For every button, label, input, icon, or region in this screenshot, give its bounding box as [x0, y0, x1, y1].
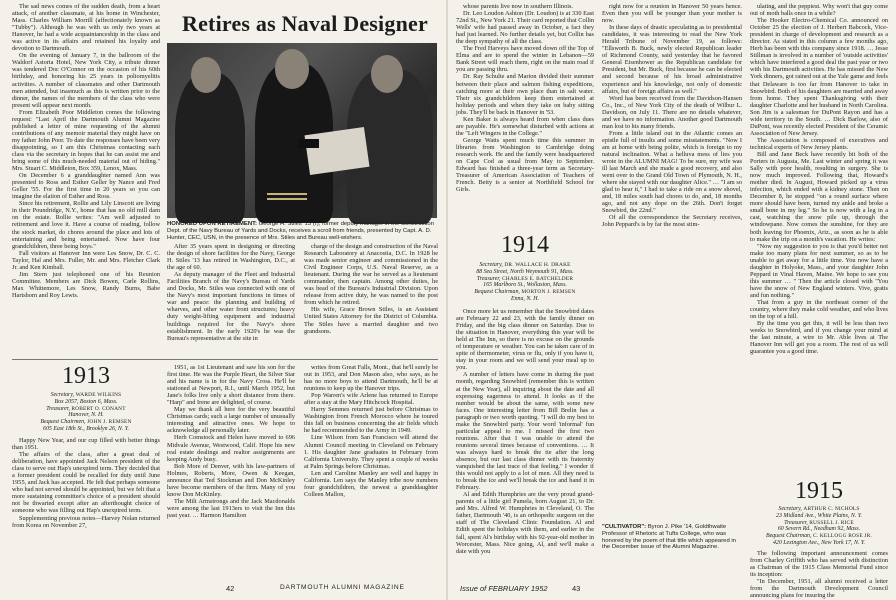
paragraph: From a little island out in the Atlantic comes an epistle full of insults and some misstatements. "Now I am at home with being polite, which is foreign to my natural inclination. What a helluva mess of lies you wrote in the ALUMNI MAG! To be sure, my wife was ill last March and she made a good recovery, and also went over to the Grand Old Town of Plymouth, N. H., where she stayed with our daughter Alice." … "I am so glad to hear it," I had to take a ride on a snow shovel, and, 18 miles south had chores to do, and, 18 months ago, and not any dope on the 26th. Don't forget Snowbird, the 22nd.": [602, 129, 742, 215]
paragraph: The sad news comes of the sudden death, from a heart attack, of another classmate, at his home in Winchester, Mass. Charles William Morrill (affectionately known as "Tubby"). Although he was with us only two years at Hanover, he had a wide acquaintanceship in the class and was active in its affairs and retained his loyalty and devotion to Dartmouth.: [12, 3, 160, 53]
divider: [12, 359, 438, 360]
magazine-name: DARTMOUTH ALUMNI MAGAZINE: [280, 584, 405, 591]
paragraph: The Hooker Electro-Chemical Co. announced on October 25 the election of J. Herbert Babcock, Vice-president in charge of development and research as a director. As stated in this column a few months ago, Herb has been with this company since 1918. … Jesse Stillman is involved in a number of 'outside activities' which have interfered a good deal the past year or two with his Dartmouth activities. He has missed the New York dinners, got rained out at the Yale game and feels that Delaware is too far from Hanover to take in Snowbird. Both of his daughters are married and away from home. They spent Thanksgiving with their daughter Charlotte and her husband in North Carolina. Son Jim is a salesman for DuPont Rayon and has a wide territory in the South. … Dick Barlow, also of DuPont, was recently elected President of the Ceramic Association of New Jersey.: [750, 17, 888, 137]
paragraph: On the evening of January 7, in the ballroom of the Waldorf Astoria Hotel, New York City, a tribute dinner was tendered Doc O'Connor on the occasion of his 60th birthday, and honoring his 25 years in poliomyelitis activities. A number of classmates and other Dartmouth men attended, but inasmuch as this is written prior to the dinner, the names of the members of the class who were present will appear next month.: [12, 52, 160, 109]
paragraph: After 35 years spent in designing or directing the design of shore facilities for the Navy, George H. Stiles '13 has retired in Washington, D.C., at the age of 60.: [167, 243, 295, 272]
article-title: Retires as Naval Designer: [182, 11, 428, 36]
paragraph: "Now my suggestion to you is that you'd better not make too many plans for next summer, so as to be unable to get away for a little time. You now have a daughter in Holyoke, Mass., and your daughter John Peppard in Vinal Haven, Maine. We hope to see you this summer … " Then the article closed with "You have the snow of New England winters. Vive, gratis and fun nothing.": [750, 242, 888, 299]
caption-text: Byron J. Pike '14, Goldthwaite Professor of Rhetoric at Tufts College, who was honored by the poem of that title which appeared in the December issue of the Alumni Magazine.: [602, 524, 736, 551]
photo-caption: [167, 221, 437, 241]
paragraph: Ken Baker is always heard from when class dues are payable. He's somewhat disturbed with actions at the "Left Wingers in the College.": [456, 115, 594, 137]
left-column-3: [304, 243, 438, 355]
paragraph: Harry Semmes returned just before Christmas to Washington from French Morocco where he toured this fall on business concerning the air fields which he had recommended to the Army in 1949.: [304, 406, 438, 435]
paragraph: ulating, and the peppiest. Why won't that guy come out of moth balls once in a while?: [750, 3, 888, 18]
paragraph: Pop Warren's wife Arlene has returned to Europe after a stay at the Mary Hitchcock Hospital.: [304, 392, 438, 407]
caption-lead: "CULTIVATOR":: [602, 524, 647, 530]
paragraph: On December 6 a granddaughter named Ann was presented to Ross and Esther Geller by Nance and Fred Geller '55. For the first time in 20 years so you can imagine the elation of Esther and Ross.: [12, 172, 160, 201]
paragraph: The Association is composed of executives and technical experts of New Jersey plants.: [750, 136, 888, 151]
right-page: [452, 0, 892, 600]
paragraph: Jim Stern just telephoned one of his Reunion Committee. Members are Dick Bowen, Carle Rollins, Max Whittemore, Les Snow, Randy Burns, Babe Hartshorn and Roy Lewis.: [12, 270, 160, 299]
paragraph: Dr. Leo Loudon Ashton (Dr. Loudon) is at 330 East 72nd St., New York 21. Their card reported that Collin Wells' wife had passed away in October, a fact they had just learned. No further details yet, but Collin has the deep sympathy of all the class.: [456, 10, 594, 46]
paragraph: "In December, 1951, all alumni received a letter from the Dartmouth Development Council announcing plans for insuring the: [750, 578, 888, 600]
paragraph: 1951, as 1st Lieutenant and saw his son for the first time. He was the Purple Heart, the Silver Star and his name is in for the Navy Cross. He'll be stationed at Newport, R.I., until March 1952, but Jane's folks live only a short distance from there. "Harp" and Irene are delighted, of course.: [167, 364, 295, 407]
right-column-5: [750, 550, 888, 600]
paragraph: Bob More of Denver, with his law-partners of Holmes, Roberts, More, Owen & Keegan, announce that Ted Stockman and Don McKinley have become members of the firm. Many of you know Don McKinley.: [167, 462, 295, 498]
paragraph: Herb Comstock and Helen have moved to 696 Midvale Avenue, Westwood, Calif. Hope his new real estate dealings and realtor assignments are keeping Andy busy.: [167, 434, 295, 463]
paragraph: By the time you get this, it will be less than two weeks to Snowbird, and if you change your mind at the last minute, a wire to Mr. Able lives at The Hanover Inn will get you a room. The rest of us will guarantee you a good time.: [750, 320, 888, 356]
paragraph: Of all the correspondence the Secretary receives, John Peppard's is by far the most stim-: [602, 214, 742, 229]
paragraph: Once more let us remember that the Snowbird dates are February 22 and 23, with the family dinner on Friday, and the big class dinner on Saturday. Due to the situation in Hanover, everything this year will be held at The Inn, so there is no excuse on the grounds of temperature or weather. You can be taken care of in spite of thermometer, virus or flu, only if you have it, stay in your room and we will send your meal up to you.: [456, 308, 594, 372]
paragraph: right now for a reunion in Hanover 50 years hence. Even then you will be younger than your mother is now.: [602, 3, 742, 25]
right-column-3: [602, 3, 742, 473]
right-column-1: [456, 3, 594, 221]
paragraph: Bill and Jane Beck have recently bit both of the Porters in Augusta, Me. Last winter and spring it was Sally with poor health, resulting in surgery. She is now much improved. Following that, Howard's mother died. In August, Howard picked up a virus infection, which ended with a kidney stone. Then on December 8, he stopped "on a round surface where more should have been, turned my ankle and broke a small bone in my leg." So he is now with a leg in a cast, watching the snow pile up, through the windowpane. Now comes the sunshine, for they are both leaving for Phoenix, Ariz., as soon as he is able to make the trip on a month's vacation. He writes:: [750, 150, 888, 243]
left-column-4: [12, 437, 160, 575]
class-year-1914: 1914: [501, 232, 549, 258]
class-officers-1914: Secretary, DR. WALLACE H. DRAKE 88 Sea Street, North Weymouth 91, Mass. Treasurer, CHARLES E. BATCHELDER 165 Marlboro St., Wollaston, Mass. Bequest Chairman, MORTON J. REMSEN Enna, N. H.: [474, 262, 576, 302]
class-officers-1913: Secretary, WARDE WILKINS Box 2057, Boston 6, Mass. Treasurer, ROBERT O. CONANT Hanover, N. H. Bequest Chairmen, JOHN J. REMSEN 605 East 18th St., Brooklyn 26, N. Y.: [40, 392, 132, 432]
class-officers-1915: Secretary, ARTHUR C. NICHOLS 23 Midland Ave., White Plains, N. Y. Treasurer, RUSSELL J. RICE 60 Severn Rd., Needham 92, Mass. Bequest Chairman, C. KELLOGG ROSE JR. 420 Lexington Ave., New York 17, N. Y.: [765, 506, 873, 546]
right-column-4: [750, 3, 888, 471]
retirement-photo: [167, 43, 437, 218]
class-year-1915: 1915: [795, 478, 843, 504]
right-column-2: [456, 308, 594, 576]
paragraph: From Elizabeth Poor Middleton comes the following request: "Last April the Dartmouth Alumni Magazine published a letter of mine requesting of the alumni contributions of any memoir material they might have on my father John Poor. To date the responses have been very disappointing, so I am this Christmas contacting each class via the secretary in hopes that he can assist me and bring some of this much-needed material out of hiding." Mrs. Stuart C. Middleton, Box 359, Lenox, Mass.: [12, 108, 160, 173]
paragraph: Line Wilson from San Francisco will attend the Alumni Council meeting in Cleveland on February 1. His daughter Jane graduates in February from California University. They spent a couple of weeks at Palm Springs before Christmas.: [304, 434, 438, 470]
paragraph: George Watts spent much time this summer in libraries from Washington to Cambridge doing research work. He and the family were headquartered on Cape Cod as usual from May to September. Edward has finished a three-year term as Secretary-Treasurer of American Association of Teachers of French. Betty is a senior at Northfield School for Girls.: [456, 136, 594, 194]
paragraph: The Milt Armstrongs and the Jack Macdonalds were among the last 1913ers to visit the Inn this past year. … Harmon Hamilton: [167, 497, 295, 519]
paragraph: That from a guy in the northeast corner of the country, where they make cold weather, and who lives on the top of a hill.: [750, 298, 888, 321]
paragraph: Since his retirement, Rollie and Lily Linscott are living in their Poundridge, N.Y., home that has no old mill dam on the estate. Rollie writes: "Am well adjusted to retirement and love it. Have a course of reading, follow the stock market, do chores around the place and lots of entertaining and being entertained. Now have four grandchildren, three being boys.": [12, 200, 160, 250]
caption-lead: HONORED UPON RETIREMENT:: [167, 221, 257, 227]
paragraph: Al and Edith Humphries are the very proud grand-parents of a little girl Pamela, born August 21, to Dr. and Mrs. Alfred W. Humphries in Cleveland, O. The father, Dartmouth '40, is an orthopedic surgeon on the staff of The Cleveland Clinic Foundation. Al and Edith spent the holidays with them, and earlier in the fall, spent Al's birthday with his 92-year-old mother in Worcester, Mass. Nice going, Al, and we'll make a date with you: [456, 491, 594, 555]
paragraph: whose parents live now in southern Illinois.: [463, 3, 574, 10]
left-column-1: [12, 3, 160, 353]
paragraph: The Fred Harveys have moved down off the Top of Elma and are to spend the winter in Lebanon—59 Bank Street will reach them, right on the main road if you are passing thru.: [456, 45, 594, 74]
page-number: 43: [572, 584, 581, 593]
paragraph: His wife, Grace Brown Stiles, is an Assistant United States Attorney for the District of Columbia. The Stiles have a married daughter and two grandsons.: [304, 306, 438, 335]
paragraph: Supplementing previous notes—Harvey Nolan returned from Korea on November 27,: [12, 514, 160, 529]
left-column-6: [304, 364, 438, 576]
paragraph: Fall visitors at Hanover Inn were Les Snow, Dr. C. C. Taylor, Hal and Mrs. Fuller, Mr. and Mrs. Fletcher Clark Jr. and Ken Kimball.: [12, 249, 160, 271]
pike-photo-caption: [602, 524, 742, 551]
paragraph: Happy New Year, and our cup filled with better things than 1951.: [12, 437, 160, 452]
paragraph: The following important announcement comes from Charley Griffith who has served with distinction as Chairman of the 1915 Class Memorial Fund since its inception:: [750, 550, 888, 579]
left-column-2: [167, 243, 295, 355]
page-gutter: [446, 0, 448, 600]
paragraph: May we thank all here for the very beautiful Christmas cards; such a large number of unusually interesting and attractive ones. We hope to acknowledge all personally later.: [167, 406, 295, 435]
paragraph: charge of the design and construction of the Naval Research Laboratory at Anacostia, D.C. In 1928 he was made senior engineer and commissioned in the Civil Engineer Corps, U.S. Naval Reserve, as a lieutenant. During the war he served as a lieutenant commander, then captain. Among other duties, he was head of the Bureau's Industrial Division. Upon release from active duty, he was named to the post from which he retired.: [304, 243, 438, 307]
left-column-5: [167, 364, 295, 576]
paragraph: As deputy manager of the Fleet and Industrial Facilities Branch of the Navy's Bureau of Yards and Docks, Mr. Stiles was connected with one of the Navy's most important functions in times of war and peace: the planning and building of wharves, and other water front structures; heavy duty weight-lifting equipment and industrial buildings required for the Navy's shore establishment. In the early 1920's he was the Bureau's representative at the site in: [167, 271, 295, 342]
issue-date: Issue of FEBRUARY 1952: [460, 584, 548, 593]
page-number: 42: [226, 584, 235, 593]
paragraph: Word has been received from the Davidson-Hansen Co., Inc., of New York City of the death of Wilbur L. Davidson, on July 11. There are no details whatever, and we have no information. Another good Dartmouth man lost to his many friends.: [602, 94, 742, 130]
paragraph: In these days of drastic speculating as to presidential candidates, it was interesting to read the New York Herald Tribune of November 19, as follows: "Ellsworth B. Buck, newly elected Republican leader of Richmond County, said yesterday that he favored General Eisenhower as the Republican candidate for President, but Mr. Buck, first because he can be elected and second because of his broad administrative experience and his knowledge, not only of domestic affairs, but of foreign affairs as well.": [602, 24, 742, 95]
paragraph: writes from Great Falls, Mont., that he'll surely be out in 1953, and Don Mason also, who says, as he has no more boys to attend Dartmouth, he'll be at reunions to keep up the Hanover trips.: [304, 364, 438, 393]
left-page: [4, 0, 444, 600]
paragraph: Len and Caroline Manley are well and happy in California. Len says the Manley tribe now numbers four grandchildren, the newest a granddaughter Colleen Mallon,: [304, 469, 438, 498]
paragraph: The affairs of the class, after a great deal of deliberation, have appointed Jack Nelson president of the class to serve out Hap's unexpired term. They decided that a former president could be recalled for duty until June 1955, and Jack has accepted. He felt that perhaps someone who had not served should be appointed, but we felt that a more sustaining committee's choice of a president should not be thwarted except after an afterthought choice of someone who was filling out Hap's unexpired term.: [12, 451, 160, 515]
paragraph: Dr. Ray Schulte and Marion divided their summer between their place and salmon fishing expeditions, catching more at their own place than in salt water. Their six grandchildren keep them entertained at holiday periods and when they take on baby sitting jobs. They'll be back in Hanover in '53.: [456, 73, 594, 116]
paragraph: A number of letters have come in during the past month, regarding Snowbird (remember this is written at the New Year), all inquiring about the date and all expressing eagerness to attend. It looks as if the number would be about the same, with some new faces. One interesting letter from Bill Brelin has a paragraph or two worth quoting. "I will do my best to make the Snowbird party. Your word 'informal' fun particular appeal to me. I missed the first two reunions. After that I was unable to attend the reunions several times because of conventions. … It was always hard to break the tie after the long absence, but our last class dinner with its fraternity vanquished the last trace of that feeling." I wonder if this would not apply to a lot of men. All they need is to break the ice and we'll break the ice and hand it in February.: [456, 371, 594, 492]
class-year-1913: 1913: [62, 363, 110, 389]
caption-text: George H. Stiles '13 (r), former deputy manager in the Construction Dept. of the Navy Bureau of Yards and Docks, receives a scroll from friends, presented by Capt. A. D. Hunter, CEC, USN, in the presence of Mrs. Stiles and Bureau well-wishers.: [167, 221, 434, 241]
